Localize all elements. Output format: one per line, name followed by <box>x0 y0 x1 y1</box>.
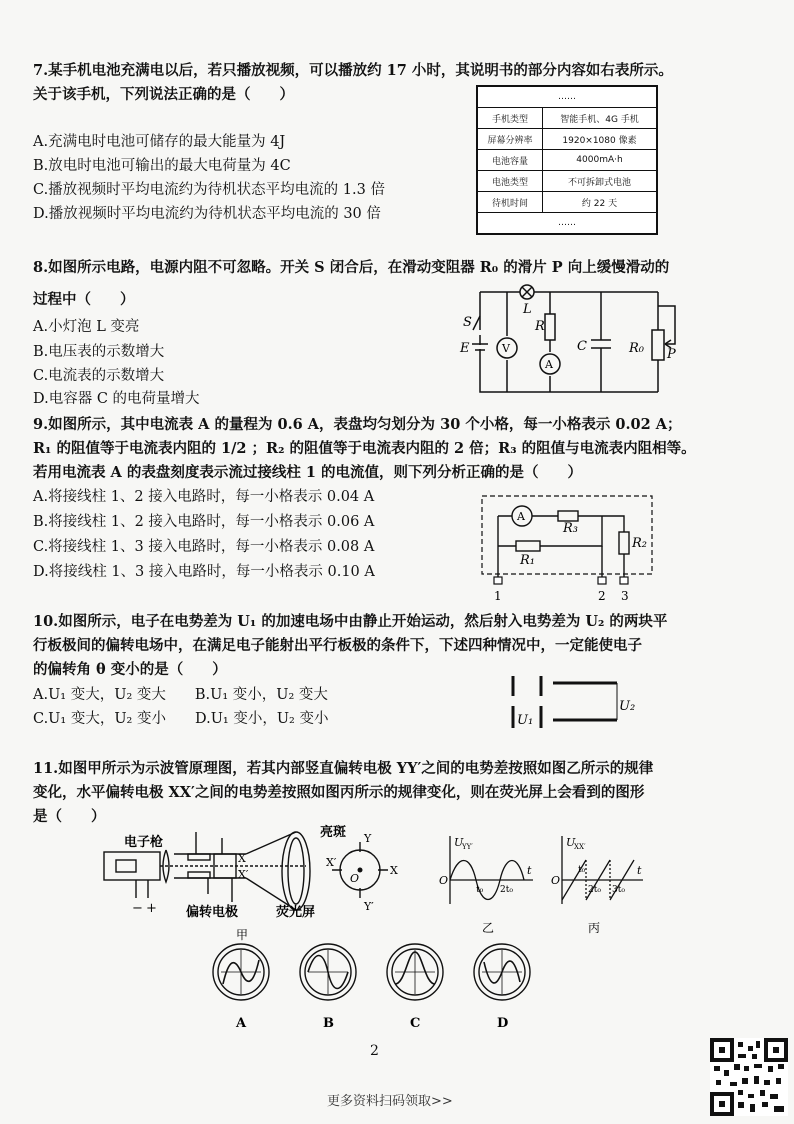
rheostat-label: R₀ <box>629 341 644 356</box>
voltmeter-label: V <box>502 342 510 355</box>
uyy-axis-sub: YY′ <box>462 843 473 851</box>
yy-plate-icon <box>188 854 210 860</box>
uyy-t0-label: t₀ <box>476 885 484 895</box>
u2-label: U₂ <box>619 699 636 714</box>
choice-a-label: A <box>236 1016 247 1031</box>
table-row <box>478 149 656 170</box>
q8-option-a: A.小灯泡 L 变亮 <box>33 319 140 335</box>
q9-option-a: A.将接线柱 1、2 接入电路时，每一小格表示 0.04 A <box>33 489 375 505</box>
uxx-2t0-label: 2t₀ <box>588 885 601 895</box>
table-top-ellipsis: …… <box>558 92 576 102</box>
figure-jia-label: 甲 <box>236 928 249 942</box>
ammeter-label: A <box>545 358 553 371</box>
screen-label: 荧光屏 <box>276 905 316 920</box>
choice-b-screen <box>300 944 356 1000</box>
choice-d-screen <box>474 944 530 1000</box>
resistor-r2-icon <box>619 532 629 554</box>
table-value: 不可拆卸式电池 <box>567 177 631 188</box>
x-label: X <box>238 852 246 865</box>
resistor-r1-icon <box>516 541 540 551</box>
uyy-t-label: t <box>527 864 532 877</box>
q10-options-row1: A.U₁ 变大，U₂ 变大 B.U₁ 变小，U₂ 变大 <box>33 687 328 703</box>
q11-stem-line1: 11.如图甲所示为示波管原理图，若其内部竖直偏转电极 YY′之间的电势差按照如图乙所示的规律 <box>33 760 654 777</box>
q10-plates-diagram <box>505 672 645 734</box>
electron-gun-icon <box>104 852 160 880</box>
table-key: 电池类型 <box>478 171 543 191</box>
choice-d-label: D <box>497 1016 509 1031</box>
switch-s-icon <box>473 316 480 330</box>
choice-c-screen <box>387 944 443 1000</box>
r1-label: R₁ <box>520 553 535 568</box>
q9-option-b: B.将接线柱 1、2 接入电路时，每一小格表示 0.06 A <box>33 514 375 530</box>
xprime-label: X′ <box>238 868 249 881</box>
y-label: Y <box>364 832 372 845</box>
r3-label: R₃ <box>563 521 578 536</box>
lamp-label: L <box>523 302 532 317</box>
figure-bing-label: 丙 <box>588 921 601 935</box>
gun-label: 电子枪 <box>124 835 164 850</box>
table-row <box>478 128 656 149</box>
footer-note[interactable]: 更多资料扫码领取>> <box>327 1094 453 1109</box>
table-value: 1920×1080 像素 <box>562 135 637 146</box>
deflect-label: 偏转电极 <box>186 905 239 920</box>
uxx-axis-label: U <box>566 836 576 849</box>
screen-xprime-label: X′ <box>326 856 337 869</box>
q11-answer-choices <box>205 940 535 1032</box>
phone-spec-table <box>476 85 658 235</box>
q10-stem-line2: 行板极间的偏转电场中，在满足电子能射出平行板极的条件下，下述四种情况中，一定能使电子 <box>33 637 642 654</box>
q10-stem-line1: 10.如图所示，电子在电势差为 U₁ 的加速电场中由静止开始运动，然后射入电势差为 U₂ 的两块平 <box>33 613 668 630</box>
u1-label: U₁ <box>517 713 534 728</box>
uxx-origin: O <box>551 874 561 887</box>
table-key: 待机时间 <box>478 192 543 212</box>
figure-yi-label: 乙 <box>482 921 495 935</box>
terminal-1-label: 1 <box>494 589 502 603</box>
resistor-r3-icon <box>558 511 578 521</box>
table-row <box>478 191 656 212</box>
q7-option-c: C.播放视频时平均电流约为待机状态平均电流的 1.3 倍 <box>33 182 385 198</box>
q9-stem-line2: R₁ 的阻值等于电流表内阻的 1/2 ；R₂ 的阻值等于电流表内阻的 2 倍；R₃ 的阻值与电流表内阻相等。 <box>33 440 696 457</box>
q8-option-d: D.电容器 C 的电荷量增大 <box>33 391 200 407</box>
spot-label: 亮斑 <box>320 825 347 840</box>
terminal-1-icon <box>494 577 502 584</box>
q9-option-d: D.将接线柱 1、3 接入电路时，每一小格表示 0.10 A <box>33 564 375 580</box>
q7-stem-line1: 7.某手机电池充满电以后，若只播放视频，可以播放约 17 小时，其说明书的部分内容如右表所示。 <box>33 62 673 79</box>
oscilloscope-tube-diagram <box>96 824 426 944</box>
plus-label: + <box>146 901 157 916</box>
q10-stem-line3: 的偏转角 θ 变小的是（ ） <box>33 661 227 678</box>
table-value: 约 22 天 <box>581 198 618 209</box>
q8-stem-line1: 8.如图所示电路，电源内阻不可忽略。开关 S 闭合后，在滑动变阻器 R₀ 的滑片 P 向上缓慢滑动的 <box>33 259 670 276</box>
uyy-origin: O <box>439 874 449 887</box>
table-key: 手机类型 <box>478 108 543 128</box>
screen-icon <box>282 832 310 910</box>
table-value: 4000mA·h <box>576 155 623 165</box>
r2-label: R₂ <box>632 536 647 551</box>
table-value: 智能手机、4G 手机 <box>560 114 639 125</box>
screen-origin-label: O <box>350 872 360 885</box>
uxx-axis-sub: XX′ <box>574 843 586 851</box>
yprime-label: Y′ <box>364 900 374 913</box>
choice-b-label: B <box>323 1016 334 1031</box>
uxx-t-label: t <box>637 864 642 877</box>
switch-label: S <box>463 315 472 330</box>
q7-option-b: B.放电时电池可输出的最大电荷量为 4C <box>33 158 291 174</box>
q11-stem-line3: 是（ ） <box>33 808 106 825</box>
q7-option-d: D.播放视频时平均电流约为待机状态平均电流的 30 倍 <box>33 206 381 222</box>
uyy-2t0-label: 2t₀ <box>500 885 513 895</box>
q9-option-c: C.将接线柱 1、3 接入电路时，每一小格表示 0.08 A <box>33 539 375 555</box>
choice-a-screen <box>213 944 269 1000</box>
terminal-2-label: 2 <box>598 589 606 603</box>
resistor-label: R <box>535 319 545 334</box>
q9-stem-line3: 若用电流表 A 的表盘刻度表示流过接线柱 1 的电流值，则下列分析正确的是（ ） <box>33 464 583 481</box>
q8-stem-line2: 过程中（ ） <box>33 291 135 308</box>
q11-stem-line2: 变化，水平偏转电极 XX′之间的电势差按照如图丙所示的规律变化，则在荧光屏上会看到的图形 <box>33 784 645 801</box>
terminal-3-label: 3 <box>621 589 629 603</box>
table-row <box>478 170 656 191</box>
q10-options-row2: C.U₁ 变大，U₂ 变小 D.U₁ 变小，U₂ 变小 <box>33 711 329 727</box>
qr-code-icon[interactable] <box>710 1038 788 1116</box>
table-key: 电池容量 <box>478 150 543 170</box>
graph-uxx <box>548 832 648 934</box>
table-key: 屏幕分辨率 <box>478 129 543 149</box>
q8-option-c: C.电流表的示数增大 <box>33 368 165 384</box>
q7-option-a: A.充满电时电池可储存的最大能量为 4J <box>33 134 286 150</box>
terminal-2-icon <box>598 577 606 584</box>
q9-circuit-diagram <box>478 492 658 604</box>
table-row <box>478 107 656 128</box>
graph-uyy <box>438 832 538 934</box>
q8-option-b: B.电压表的示数增大 <box>33 344 165 360</box>
uyy-axis-label: U <box>454 836 464 849</box>
terminal-3-icon <box>620 577 628 584</box>
minus-label: − <box>132 901 143 916</box>
resistor-r-icon <box>545 314 555 340</box>
q7-stem-line2: 关于该手机，下列说法正确的是（ ） <box>33 86 294 103</box>
ammeter-label: A <box>517 510 525 523</box>
uxx-3t0-label: 3t₀ <box>612 885 625 895</box>
rheostat-r0-icon <box>652 330 664 360</box>
q9-stem-line1: 9.如图所示，其中电流表 A 的量程为 0.6 A，表盘均匀划分为 30 个小格，每一小格表示 0.02 A； <box>33 416 682 433</box>
q8-circuit-diagram <box>455 280 690 400</box>
capacitor-label: C <box>577 339 587 354</box>
battery-label: E <box>460 341 470 356</box>
uxx-t0-label: t₀ <box>578 865 586 875</box>
screen-x-label: X <box>390 864 398 877</box>
table-bottom-ellipsis: …… <box>478 212 656 233</box>
slider-label: P <box>667 347 676 362</box>
page-number: 2 <box>370 1043 379 1059</box>
choice-c-label: C <box>410 1016 421 1031</box>
